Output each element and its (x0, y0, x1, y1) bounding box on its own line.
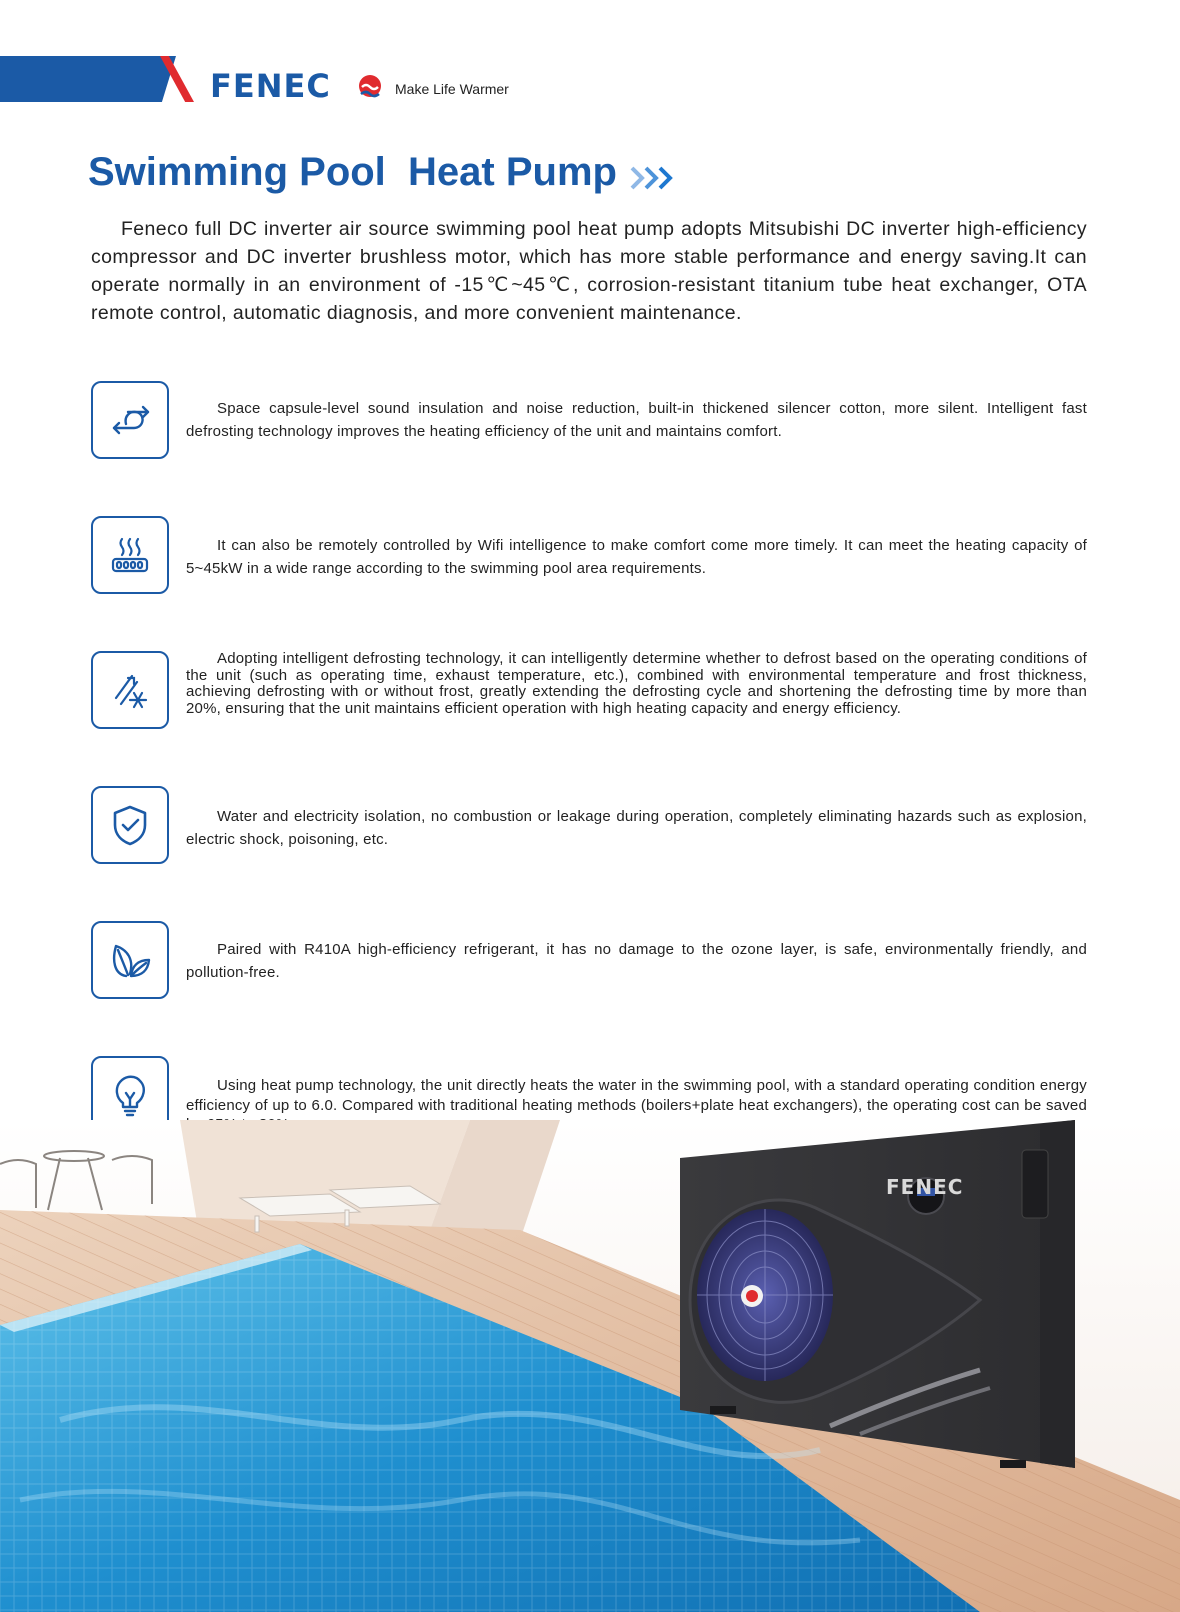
defrost-snowflake-icon (104, 664, 156, 716)
brand-tagline: Make Life Warmer (395, 81, 509, 97)
feature-icon-frame (91, 651, 169, 729)
page-title: Swimming Pool Heat Pump (88, 150, 617, 194)
feature-text: It can also be remotely controlled by Wifi intelligence to make comfort come more timely. It can meet the heating capacity of 5~45kW in a wide range according to the swimming pool area requirements. (186, 537, 1087, 577)
product-scene-image (0, 1120, 1180, 1612)
leaf-icon (104, 934, 156, 986)
airflow-arrows-icon (104, 394, 156, 446)
heater-icon (104, 529, 156, 581)
feature-text: Adopting intelligent defrosting technology, it can intelligently determine whether to defrost based on the operating conditions of the unit (such as operating time, exhaust temperature, etc.), combined with environmental temperature and frost thickness, achieving defrosting with or without frost, greatly extending the defrosting cycle and shortening the defrosting time by more than 20%, ensuring that the unit maintains efficient operation with high heating capacity and energy efficiency. (186, 650, 1087, 717)
brand-logo: FENEC (210, 67, 331, 105)
feature-text: Paired with R410A high-efficiency refrigerant, it has no damage to the ozone layer, is safe, environmentally friendly, and pollution-free. (186, 941, 1087, 981)
feature-icon-frame (91, 381, 169, 459)
feature-icon-frame (91, 516, 169, 594)
feature-text: Water and electricity isolation, no combustion or leakage during operation, completely eliminating hazards such as explosion, electric shock, poisoning, etc. (186, 808, 1087, 848)
light-bulb-icon (104, 1069, 156, 1121)
feature-icon-frame (91, 921, 169, 999)
product-logo: FENEC (886, 1175, 964, 1199)
brand-logo-mark-icon (357, 74, 383, 100)
intro-paragraph: Feneco full DC inverter air source swimming pool heat pump adopts Mitsubishi DC inverter high-efficiency compressor and DC inverter brushless motor, which has more stable performance and energy saving.It can operate normally in an environment of -15℃~45℃, corrosion-resistant titanium tube heat exchanger, OTA remote control, automatic diagnosis, and more convenient maintenance. (91, 218, 1087, 324)
feature-icon-frame (91, 786, 169, 864)
header-blue-bar (0, 56, 176, 102)
feature-text: Using heat pump technology, the unit directly heats the water in the swimming pool, with a standard operating condition energy efficiency of up to 6.0. Compared with traditional heating methods (boilers+plate heat exchangers), the operating cost can be saved (186, 1077, 1087, 1114)
shield-check-icon (104, 799, 156, 851)
feature-text: Space capsule-level sound insulation and noise reduction, built-in thickened silencer cotton, more silent. Intelligent fast defrosting technology improves the heating efficiency of the unit and maintains comfort. (186, 400, 1087, 440)
chevron-arrows-icon (630, 164, 676, 192)
